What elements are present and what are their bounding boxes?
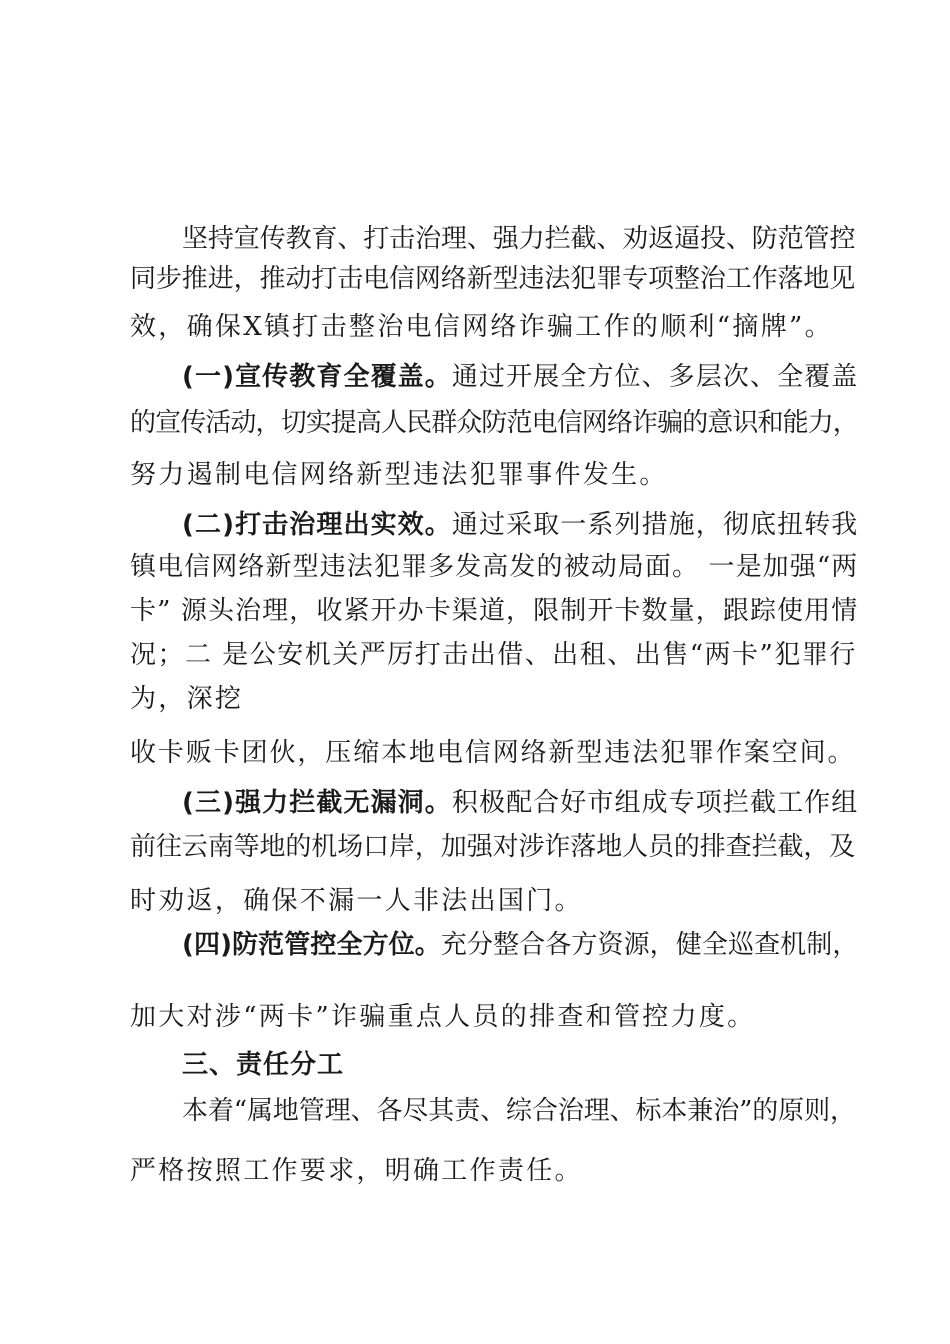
section-2-text: 通过采取一系列措施，彻底扭转我 bbox=[451, 510, 859, 540]
intro-line-2: 同步推进，推动打击电信网络新型违法犯罪专项整治工作落地见 bbox=[130, 264, 856, 294]
section-heading-3: 三、责任分工 bbox=[182, 1050, 345, 1080]
section-1-line-3: 努力遏制电信网络新型违法犯罪事件发生。 bbox=[130, 460, 668, 490]
intro-line-3: 效，确保X镇打击整治电信网络诈骗工作的顺利“摘牌”。 bbox=[130, 312, 833, 342]
section-2-title: (二)打击治理出实效。 bbox=[182, 510, 452, 540]
section-4-line-2: 加大对涉“两卡”诈骗重点人员的排查和管控力度。 bbox=[130, 1002, 756, 1032]
section-3-line-2: 前往云南等地的机场口岸，加强对涉诈落地人员的排查拦截，及 bbox=[130, 832, 856, 862]
section-3-title: (三)强力拦截无漏洞。 bbox=[182, 788, 452, 818]
section-2-line-3: 卡” 源头治理，收紧开办卡渠道，限制开卡数量，跟踪使用情 bbox=[130, 596, 859, 626]
section-2-line-2: 镇电信网络新型违法犯罪多发高发的被动局面。 一是加强“两 bbox=[130, 552, 859, 582]
section-1-title: (一)宣传教育全覆盖。 bbox=[182, 362, 452, 392]
section-1-line-2: 的宣传活动，切实提高人民群众防范电信网络诈骗的意识和能力， bbox=[130, 408, 858, 438]
section-2-line-1 bbox=[182, 508, 858, 542]
section-3-body-line-1: 本着“属地管理、各尽其责、综合治理、标本兼治”的原则， bbox=[182, 1096, 856, 1126]
section-4-text: 充分整合各方资源，健全巡查机制， bbox=[440, 930, 859, 960]
section-2-line-4: 况；二 是公安机关严厉打击出借、出租、出售“两卡”犯罪行 bbox=[130, 640, 857, 670]
intro-line-1: 坚持宣传教育、打击治理、强力拦截、劝返逼投、防范管控 bbox=[182, 224, 856, 254]
section-4-line-1 bbox=[182, 928, 858, 962]
section-4-title: (四)防范管控全方位。 bbox=[182, 930, 441, 960]
section-1-line-1 bbox=[182, 360, 858, 394]
section-1-text: 通过开展全方位、多层次、全覆盖 bbox=[451, 362, 859, 392]
section-2-line-5: 为，深挖 bbox=[130, 684, 244, 714]
section-2-line-6: 收卡贩卡团伙，压缩本地电信网络新型违法犯罪作案空间。 bbox=[130, 738, 856, 768]
section-3-line-3: 时劝返，确保不漏一人非法出国门。 bbox=[130, 886, 583, 916]
section-3-line-1 bbox=[182, 786, 858, 820]
section-3-body-line-2: 严格按照工作要求，明确工作责任。 bbox=[130, 1156, 583, 1186]
section-3-text: 积极配合好市组成专项拦截工作组 bbox=[451, 788, 859, 818]
